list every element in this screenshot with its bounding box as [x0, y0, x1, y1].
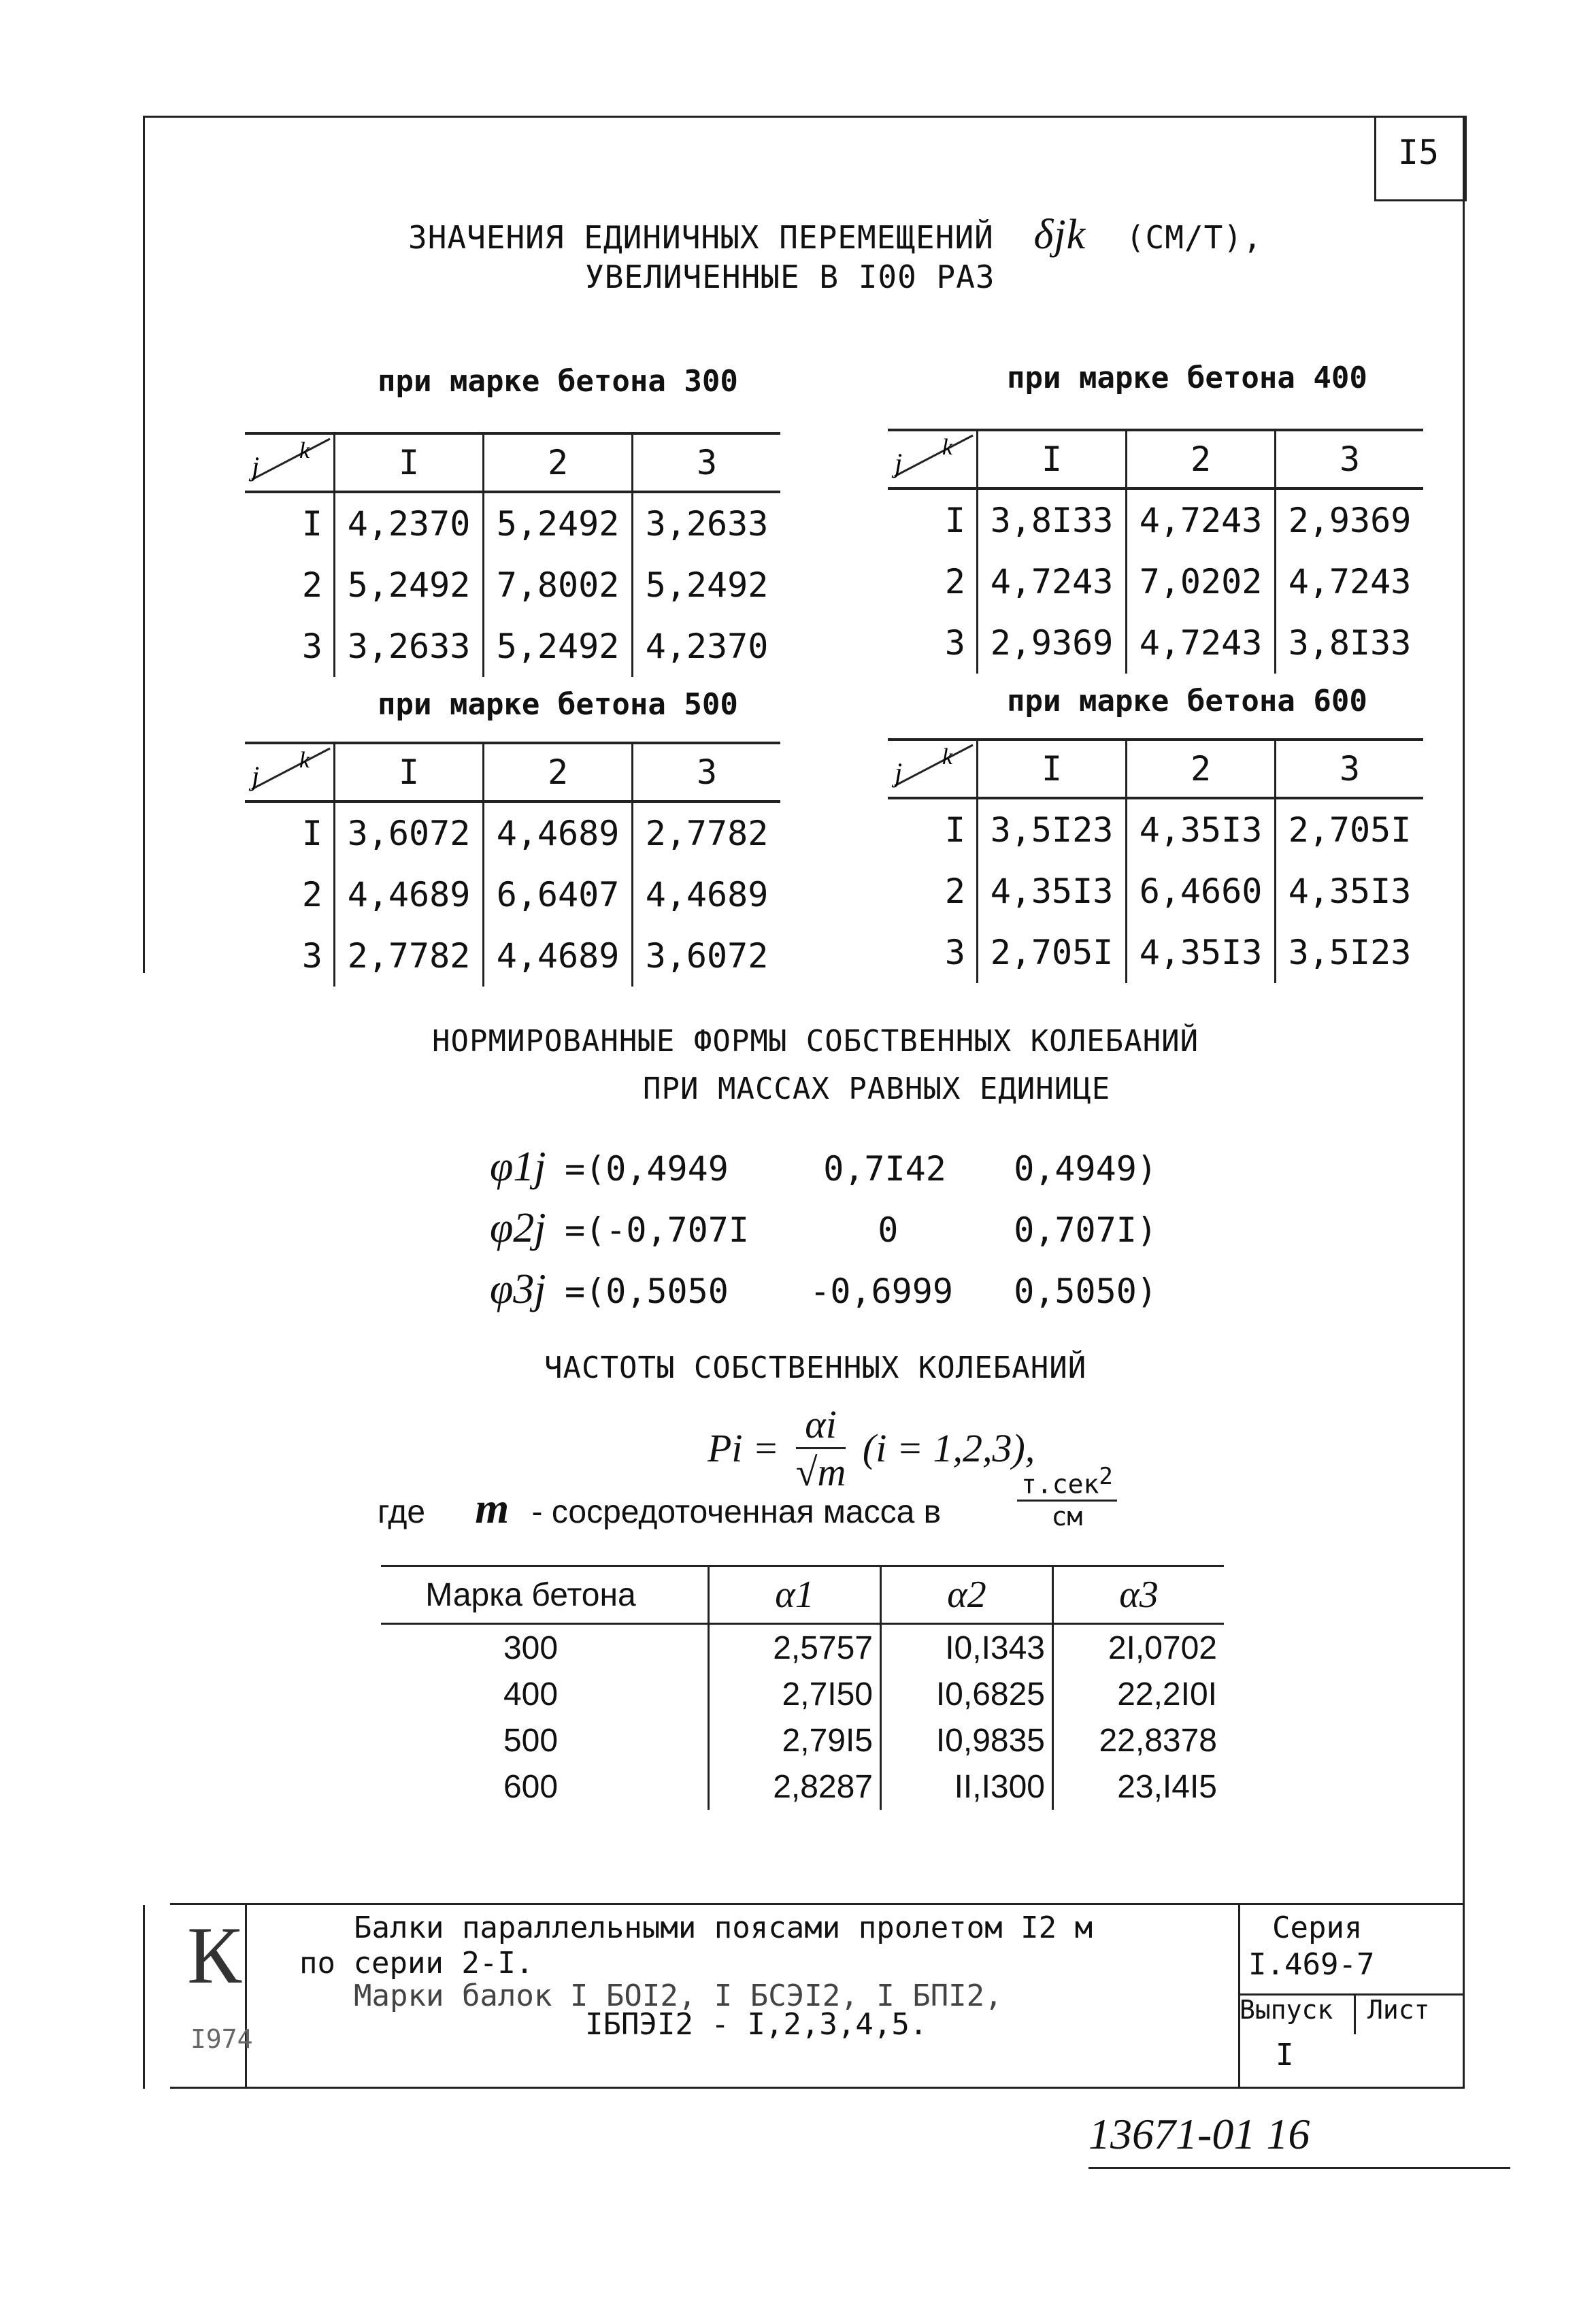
formula-condition: (i = 1,2,3),	[862, 1426, 1035, 1470]
row-label: 3	[301, 936, 322, 976]
table-row	[888, 861, 1423, 922]
formula-fraction	[796, 1402, 846, 1495]
cell: I0,9835	[881, 1717, 1053, 1764]
cell: 3,2633	[633, 492, 781, 554]
corner-j: j	[895, 448, 903, 478]
cell: 2,8287	[709, 1764, 881, 1810]
col-header: I	[978, 430, 1127, 489]
row-label: 2	[301, 565, 322, 605]
cell: 4,7243	[978, 551, 1127, 612]
corner-j: j	[895, 757, 903, 788]
phi-symbol: φ3j	[490, 1266, 546, 1312]
frequency-formula	[708, 1402, 1035, 1495]
formula-lhs: Pi =	[708, 1426, 780, 1470]
title-pre: ЗНАЧЕНИЯ ЕДИНИЧНЫХ ПЕРЕМЕЩЕНИЙ	[408, 219, 994, 256]
col-header: 2	[1127, 430, 1276, 489]
cell: 4,4689	[335, 864, 484, 925]
cell: 4,4689	[633, 864, 781, 925]
vector-v1: 0,4949	[605, 1149, 729, 1189]
col-header: 2	[484, 433, 633, 492]
table-row	[381, 1671, 1224, 1717]
cell: 5,2492	[484, 492, 633, 554]
cell: I0,6825	[881, 1671, 1053, 1717]
page-title-line2: УВЕЛИЧЕННЫЕ В I00 РАЗ	[585, 259, 995, 295]
vector-v3: 0,4949)	[1014, 1149, 1157, 1189]
cell: 3,6072	[335, 801, 484, 864]
vector-v1: 0,5050	[605, 1272, 729, 1311]
row-label: 2	[944, 562, 965, 601]
cell: 22,2I0I	[1053, 1671, 1225, 1717]
where-text: - сосредоточенная масса в	[531, 1494, 942, 1530]
col-header: 2	[1127, 740, 1276, 798]
sheet-number: I5	[1397, 133, 1440, 172]
cell: 6,4660	[1127, 861, 1276, 922]
vector-open: =(	[565, 1272, 606, 1311]
cell: 4,4689	[484, 801, 633, 864]
phi-symbol: φ1j	[490, 1144, 546, 1190]
cell: 3,6072	[633, 925, 781, 987]
matrix-500-caption: при марке бетона 500	[378, 687, 738, 722]
col-header-alpha2: α2	[881, 1566, 1053, 1624]
sheet-label: Лист	[1367, 1995, 1430, 2025]
row-label: 3	[944, 933, 965, 972]
unit-denominator: см	[1051, 1501, 1083, 1531]
col-header: 2	[484, 743, 633, 801]
where-word: где	[378, 1494, 426, 1530]
matrix-600-caption: при марке бетона 600	[1007, 684, 1367, 718]
cell: 6,6407	[484, 864, 633, 925]
archive-underline	[1088, 2167, 1510, 2169]
frequencies-title: ЧАСТОТЫ СОБСТВЕННЫХ КОЛЕБАНИЙ	[544, 1351, 1087, 1385]
vector-open: =(	[565, 1149, 606, 1189]
table-row	[245, 554, 780, 616]
table-row	[245, 925, 780, 987]
matrix-400	[888, 429, 1423, 674]
vector-v3: 0,5050)	[1014, 1272, 1157, 1311]
table-row	[381, 1624, 1224, 1672]
col-header: 3	[1276, 430, 1424, 489]
vector-v1: -0,707I	[605, 1210, 749, 1250]
cell: 3,8I33	[1276, 612, 1424, 674]
corner-k: k	[299, 438, 310, 463]
cell: II,I300	[881, 1764, 1053, 1810]
cell: 5,2492	[335, 554, 484, 616]
cell: 22,8378	[1053, 1717, 1225, 1764]
stamp-line4: IБПЭI2 - I,2,3,4,5.	[585, 2007, 928, 2042]
page-title-line1	[408, 211, 1263, 259]
corner-diagonal-icon	[245, 744, 333, 792]
corner-diagonal-icon	[888, 741, 976, 789]
cell: 4,2370	[335, 492, 484, 554]
mode-vector-1	[490, 1143, 1157, 1191]
title-post: (СМ/Т),	[1125, 219, 1263, 256]
col-header-alpha1: α1	[709, 1566, 881, 1624]
matrix-600	[888, 738, 1423, 983]
cell: 2,7782	[335, 925, 484, 987]
corner-cell	[888, 740, 978, 798]
series-value: I.469-7	[1248, 1947, 1375, 1982]
cell: 2,705I	[978, 922, 1127, 983]
col-header-grade: Марка бетона	[381, 1566, 709, 1624]
cell: 23,I4I5	[1053, 1764, 1225, 1810]
corner-cell	[245, 433, 335, 492]
table-row	[888, 612, 1423, 674]
row-label: 2	[944, 872, 965, 911]
cell: 3,5I23	[978, 798, 1127, 861]
row-label: 3	[301, 627, 322, 666]
stamp-line1: Балки параллельными поясами пролетом I2 м	[354, 1910, 1093, 1945]
matrix-500	[245, 742, 780, 987]
issue-label: Выпуск	[1240, 1995, 1333, 2025]
stamp-divider-left	[245, 1903, 247, 2089]
table-row	[888, 489, 1423, 551]
row-label: 2	[301, 875, 322, 914]
frequency-table	[381, 1565, 1224, 1810]
series-label: Серия	[1272, 1910, 1363, 1945]
table-row	[245, 801, 780, 864]
stamp-line2: по серии 2-I.	[299, 1946, 534, 1981]
mode-vector-2	[490, 1204, 1157, 1253]
stamp-top-line	[170, 1903, 1465, 1905]
cell: 4,35I3	[978, 861, 1127, 922]
corner-diagonal-icon	[245, 435, 333, 482]
matrix-400-caption: при марке бетона 400	[1007, 361, 1367, 395]
cell: 5,2492	[484, 616, 633, 677]
mode-vector-3	[490, 1265, 1157, 1314]
table-row	[381, 1764, 1224, 1810]
stamp-bottom-line	[170, 2087, 1465, 2089]
mass-unit	[1017, 1463, 1117, 1531]
table-row	[888, 798, 1423, 861]
cell: 7,8002	[484, 554, 633, 616]
cell: 3,8I33	[978, 489, 1127, 551]
modes-title-line1: НОРМИРОВАННЫЕ ФОРМЫ СОБСТВЕННЫХ КОЛЕБАНИЙ	[432, 1024, 1199, 1059]
cell: 4,35I3	[1127, 922, 1276, 983]
cell: 4,4689	[484, 925, 633, 987]
cell: I0,I343	[881, 1624, 1053, 1672]
corner-j: j	[252, 761, 260, 791]
corner-j: j	[252, 451, 260, 482]
table-row	[245, 864, 780, 925]
cell: 2,79I5	[709, 1717, 881, 1764]
cell: 7,0202	[1127, 551, 1276, 612]
row-label: I	[301, 504, 322, 544]
unit-num-text: т.сек	[1021, 1469, 1099, 1500]
unit-exponent: 2	[1099, 1463, 1113, 1490]
archive-number: 13671-01 16	[1088, 2110, 1310, 2158]
stamp-divider-issue	[1354, 1993, 1356, 2034]
table-row	[888, 551, 1423, 612]
unit-numerator	[1017, 1463, 1117, 1502]
corner-k: k	[299, 748, 310, 773]
formula-denominator: √m	[795, 1450, 846, 1494]
cell: 4,7243	[1276, 551, 1424, 612]
modes-title-line2: ПРИ МАССАХ РАВНЫХ ЕДИНИЦЕ	[643, 1072, 1111, 1106]
corner-cell	[888, 430, 978, 489]
title-symbol: δjk	[1033, 212, 1086, 258]
vector-v2: 0	[878, 1210, 899, 1250]
corner-diagonal-icon	[888, 431, 976, 479]
cell: 5,2492	[633, 554, 781, 616]
page-frame-top	[143, 116, 1463, 118]
grade-cell: 300	[503, 1629, 559, 1666]
vector-v3: 0,707I)	[1014, 1210, 1157, 1250]
grade-cell: 400	[503, 1676, 559, 1712]
cell: 2,705I	[1276, 798, 1424, 861]
vector-open: =(	[565, 1210, 606, 1250]
cell: 4,35I3	[1276, 861, 1424, 922]
vector-v2: 0,7I42	[823, 1149, 946, 1189]
cell: 4,2370	[633, 616, 781, 677]
cell: 4,35I3	[1127, 798, 1276, 861]
cell: 4,7243	[1127, 612, 1276, 674]
vector-v2: -0,6999	[810, 1272, 953, 1311]
cell: 2I,0702	[1053, 1624, 1225, 1672]
col-header-alpha3: α3	[1053, 1566, 1225, 1624]
phi-symbol: φ2j	[490, 1205, 546, 1251]
col-header: 3	[1276, 740, 1424, 798]
stamp-letter: К	[187, 1910, 242, 2000]
grade-cell: 600	[503, 1768, 559, 1805]
stamp-year: I974	[190, 2024, 253, 2054]
cell: 2,9369	[1276, 489, 1424, 551]
table-row	[381, 1717, 1224, 1764]
page-frame-left-lower	[143, 1905, 145, 2089]
cell: 2,5757	[709, 1624, 881, 1672]
grade-cell: 500	[503, 1722, 559, 1759]
col-header: 3	[633, 743, 781, 801]
col-header: 3	[633, 433, 781, 492]
cell: 2,7782	[633, 801, 781, 864]
cell: 3,5I23	[1276, 922, 1424, 983]
row-label: I	[301, 814, 322, 853]
matrix-300-caption: при марке бетона 300	[378, 364, 738, 399]
matrix-300	[245, 432, 780, 677]
corner-cell	[245, 743, 335, 801]
row-label: 3	[944, 623, 965, 663]
formula-numerator: αi	[796, 1402, 846, 1449]
row-label: I	[944, 810, 965, 850]
table-row	[245, 616, 780, 677]
cell: 2,7I50	[709, 1671, 881, 1717]
col-header: I	[978, 740, 1127, 798]
where-symbol: m	[475, 1484, 510, 1532]
table-row	[245, 492, 780, 554]
cell: 3,2633	[335, 616, 484, 677]
cell: 4,7243	[1127, 489, 1276, 551]
row-label: I	[944, 501, 965, 540]
col-header: I	[335, 743, 484, 801]
table-row	[888, 922, 1423, 983]
page-frame-right	[1463, 116, 1465, 2089]
issue-value: I	[1276, 2038, 1294, 2072]
stamp-line3: Марки балок I БОI2, I БСЭI2, I БПI2,	[354, 1978, 1003, 2013]
where-line	[378, 1483, 941, 1534]
corner-k: k	[942, 435, 953, 460]
corner-k: k	[942, 744, 953, 769]
cell: 2,9369	[978, 612, 1127, 674]
col-header: I	[335, 433, 484, 492]
page-frame-left	[143, 116, 145, 973]
